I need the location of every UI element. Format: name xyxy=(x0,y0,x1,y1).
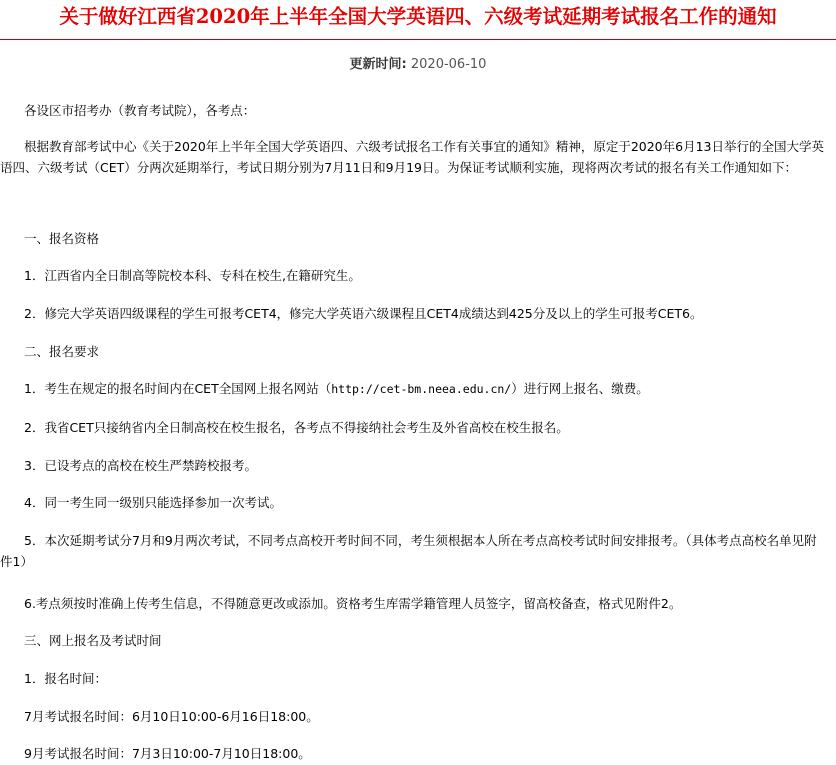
july-registration-time: 7月考试报名时间：6月10日10:00-6月16日18:00。 xyxy=(24,709,319,724)
article-title: 关于做好江西省2020年上半年全国大学英语四、六级考试延期考试报名工作的通知 xyxy=(59,5,777,28)
eligibility-item-2: 2．修完大学英语四级课程的学生可报考CET4，修完大学英语六级课程且CET4成绩达到425分及以上的学生可报考CET6。 xyxy=(24,306,703,321)
registration-site-link[interactable]: http://cet-bm.neea.edu.cn/ xyxy=(331,382,512,396)
title-divider xyxy=(0,39,836,40)
section-heading-schedule: 三、网上报名及考试时间 xyxy=(24,633,162,648)
requirement-item-4: 4．同一考生同一级别只能选择参加一次考试。 xyxy=(24,495,282,510)
requirement-item-5: 5．本次延期考试分7月和9月两次考试，不同考点高校开考时间不同，考生须根据本人所在考点高校考试时间安排报考。（具体考点高校名单见附件1） xyxy=(0,533,817,569)
requirement-item-3: 3．已设考点的高校在校生严禁跨校报考。 xyxy=(24,458,257,473)
requirement-item-1-text: 1．考生在规定的报名时间内在CET全国网上报名网站（ xyxy=(24,381,332,396)
eligibility-item-1: 1．江西省内全日制高等院校本科、专科在校生,在籍研究生。 xyxy=(24,268,361,283)
update-time xyxy=(0,56,836,74)
requirement-item-6: 6.考点须按时准确上传考生信息，不得随意更改或添加。资格考生库需学籍管理人员签字，留高校备查，格式见附件2。 xyxy=(24,596,682,611)
section-heading-eligibility: 一、报名资格 xyxy=(24,231,100,246)
requirement-item-1-tail: ）进行网上报名、缴费。 xyxy=(511,381,649,396)
requirement-item-2: 2．我省CET只接纳省内全日制高校在校生报名，各考点不得接纳社会考生及外省高校在校生报名。 xyxy=(24,420,569,435)
intro-paragraph: 根据教育部考试中心《关于2020年上半年全国大学英语四、六级考试报名工作有关事宜的通知》精神，原定于2020年6月13日举行的全国大学英语四、六级考试（CET）分两次延期举行，考试日期分别为7月11日和9月19日。为保证考试顺利实施，现将两次考试的报名有关工作通知如下： xyxy=(0,139,824,175)
requirement-item-1 xyxy=(0,381,836,397)
schedule-item-1: 1．报名时间： xyxy=(24,671,107,686)
september-registration-time: 9月考试报名时间：7月3日10:00-7月10日18:00。 xyxy=(24,746,311,761)
section-heading-requirements: 二、报名要求 xyxy=(24,344,100,359)
update-time-label: 更新时间: xyxy=(349,57,407,72)
update-time-value: 2020-06-10 xyxy=(410,57,487,72)
salutation: 各设区市招考办（教育考试院），各考点： xyxy=(24,103,256,118)
